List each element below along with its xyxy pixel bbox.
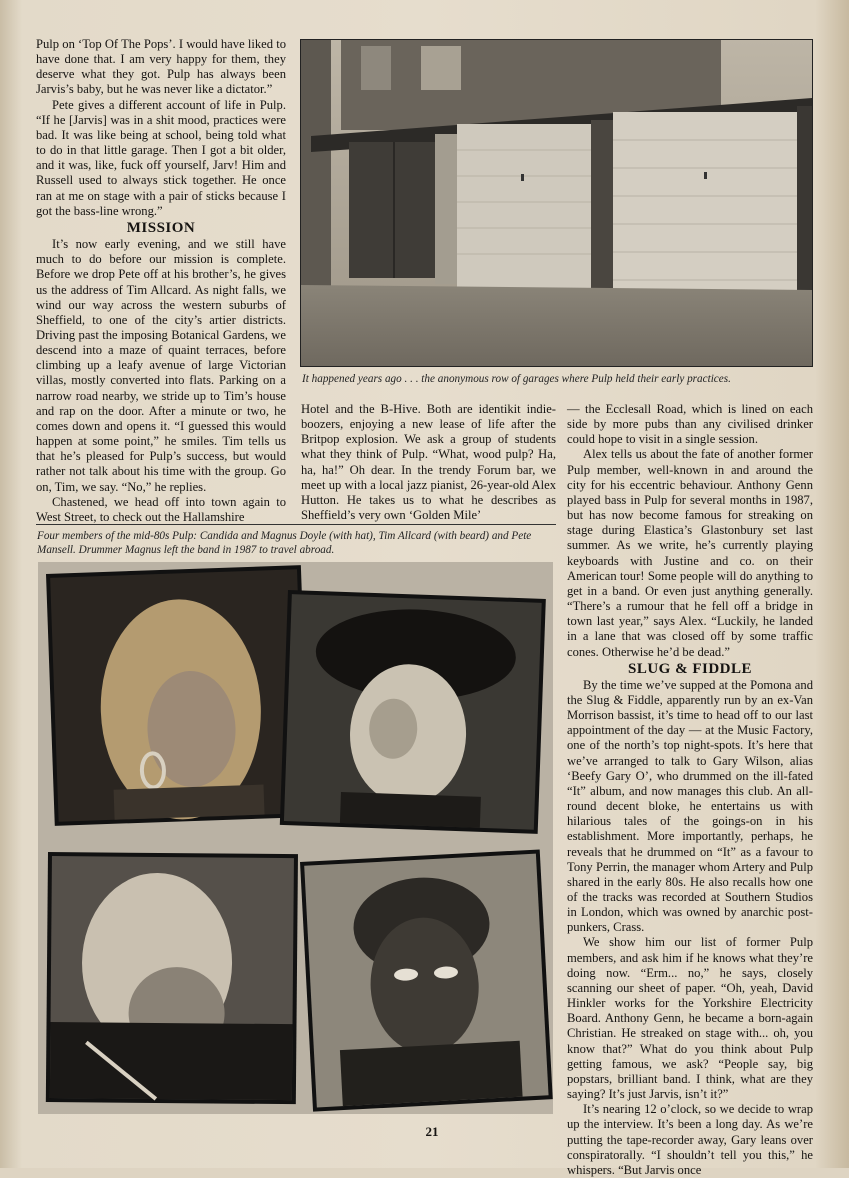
paragraph: It’s nearing 12 o’clock, so we decide to wrap up the interview. It’s been a long day. As we’re putting the tape-recorder away, Gary leans over conspiratorally. “I shouldn’t tell you this,” he whispers. “But Jarvis once: [567, 1102, 813, 1177]
paragraph: Pete gives a different account of life in Pulp. “If he [Jarvis] was in a shit mood, practices were bad. It was like being at school, being told what to do in that little garage. Then I got a bit older, and it was, like, fuck off yourself, Jarv! Him and Russell used to always stick together. He once ran at me on stage with a pair of sticks because I got the bass-line wrong.”: [36, 97, 286, 218]
section-heading-slug-fiddle: SLUG & FIDDLE: [627, 660, 753, 677]
page-number: 21: [425, 1124, 439, 1139]
article-column-3: [567, 402, 813, 1178]
paragraph: Chastened, we head off into town again to West Street, to check out the Hallamshire: [36, 494, 286, 524]
article-column-2: [301, 402, 556, 523]
garage-photo-caption: It happened years ago . . . the anonymous row of garages where Pulp held their early practices.: [302, 373, 731, 385]
paragraph: By the time we’ve supped at the Pomona and the Slug & Fiddle, apparently run by an ex-Van Morrison bassist, it’s time to head off to our last appointment of the day — at the Music Factory, one of the north’s top night-spots. It’s here that we’ve arranged to talk to Gary Wilson, alias ‘Beefy Gary O’, who drummed on the ill-fated “It” album, and now manages this club. An all-round decent bloke, he entertains us with hilarious tales of the goings-on in his establishment. More importantly, perhaps, he reveals that he drummed on “It” as a favour to Tony Perrin, the manager whom Artery and Pulp shared in the early 80s. He also recalls how one of the tracks was recorded at Southern Studios in London, which was owned by anarchic post-punkers, Crass.: [567, 677, 813, 935]
paragraph: It’s now early evening, and we still have much to do before our mission is complete. Before we drop Pete off at his brother’s, he gives us the address of Tim Allcard. As night falls, we wind our way across the western suburbs of Sheffield, to one of the city’s artier districts. Driving past the imposing Botanical Gardens, we descend into a maze of quaint terraces, before climbing up a leafy avenue of large Victorian villas, mostly converted into flats. Parking on a narrow road nearby, we stride up to Tim’s house and rap on the door. After a minute or two, he comes down and opens it. “I guessed this would happen at some point,” he smiles. Tim tells us that he’s pleased for Pulp’s success, but would rather not talk about his time with the group. Go on, Tim, we say. “No,” he replies.: [36, 237, 286, 494]
members-photo-collage: [38, 562, 553, 1114]
paragraph: We show him our list of former Pulp members, and ask him if he knows what they’re doing now. “Erm... no,” he says, closely scanning our sheet of paper. “Oh, yeah, David Hinkler works for the Yorkshire Electricity Board. Anthony Genn, he became a born-again Christian. He streaked on stage with... oh, you know that?” What do you think about Pulp getting famous, we ask? “People say, big popstars, brilliant band. I think, what are they saying? It’s just Jarvis, isn’t it?”: [567, 935, 813, 1102]
garage-photo: [300, 39, 813, 367]
article-column-1: [36, 37, 286, 525]
caption-rule: [36, 524, 556, 525]
section-heading-mission: MISSION: [126, 219, 196, 236]
members-photo-caption: Four members of the mid-80s Pulp: Candida and Magnus Doyle (with hat), Tim Allcard (with beard) and Pete Mansell. Drummer Magnus left the band in 1987 to travel abroad.: [37, 530, 532, 556]
paragraph: — the Ecclesall Road, which is lined on each side by more pubs than any civilised drinker could hope to visit in a single session.: [567, 402, 813, 447]
paragraph: Pulp on ‘Top Of The Pops’. I would have liked to have done that. I am very happy for them, they deserve what they got. Pulp has always been Jarvis’s baby, but he was never like a dictator.”: [36, 37, 286, 97]
paragraph: Hotel and the B-Hive. Both are identikit indie-boozers, enjoying a new lease of life after the Britpop explosion. We ask a group of students what they think of Pulp. “What, wood pulp? Ha, ha, ha!” Oh dear. In the trendy Forum bar, we meet up with a local jazz pianist, 26-year-old Alex Hutton. He takes us to what he describes as Sheffield’s very own ‘Golden Mile’: [301, 402, 556, 523]
paragraph: Alex tells us about the fate of another former Pulp member, well-known in and around the city for his eccentric behaviour. Anthony Genn played bass in Pulp for several months in 1987, but has now become famous for streaking on stage during Elastica’s Glastonbury set last summer. As we write, he’s currently playing keyboards with Justine and co. on their American tour! Some people will do anything to get in a band. Or even just anything generally. “There’s a rumour that he fell off a bridge in town last year,” says Alex. “Luckily, he landed in a lane that was closed off by some traffic cones. Otherwise he’d be dead.”: [567, 447, 813, 659]
